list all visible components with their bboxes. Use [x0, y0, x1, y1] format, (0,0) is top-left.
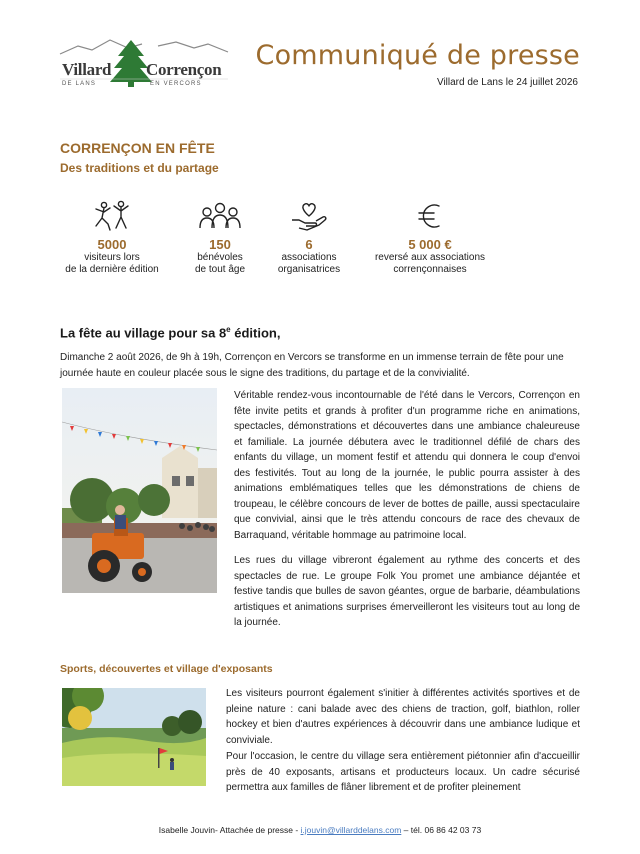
euro-icon — [410, 200, 450, 232]
stat-value: 150 — [209, 237, 231, 252]
stat-associations — [268, 200, 350, 276]
logo-word-left: Villard — [62, 60, 112, 79]
press-date-line: Villard de Lans le 24 juillet 2026 — [436, 77, 578, 88]
section-title-sports: Sports, découvertes et village d'exposants — [60, 663, 273, 675]
people-group-icon — [198, 200, 242, 232]
logo-word-right: Corrençon — [146, 60, 222, 79]
footer-phone: – tél. 06 86 42 03 73 — [401, 825, 482, 835]
photo-tractor-parade — [62, 388, 217, 593]
footer-email-link[interactable]: i.jouvin@villarddelans.com — [300, 825, 402, 835]
section-title-sup: e — [226, 325, 231, 334]
hand-heart-icon — [289, 200, 329, 232]
stat-label-line2: corrençonnaises — [393, 264, 467, 275]
logo-tag-left: DE LANS — [62, 81, 97, 87]
stat-label-line2: de la dernière édition — [65, 264, 159, 275]
stat-label-line1: reversé aux associations — [374, 252, 486, 263]
stat-value: 5000 — [97, 237, 127, 252]
paragraph-concerts: Les rues du village vibreront également au rythme des concerts et des spectacles de rue. Le groupe Folk You promet une ambiance déjantée et festive tandis que bulles de savon géantes, orgue de barbarie, déambulations artistiques et animations surprises émerveilleront les visiteurs tout au long de la journée. — [234, 555, 580, 628]
footer-contact-name: Isabelle Jouvin- Attachée de presse - — [158, 825, 301, 835]
stat-value: 6 — [305, 237, 313, 252]
logo-tag-right: EN VERCORS — [150, 81, 202, 87]
stat-label-line1: bénévoles — [197, 252, 243, 263]
stat-value: 5 000 € — [408, 237, 452, 252]
photo-golf-course — [62, 688, 206, 786]
paragraph-exposants: Pour l'occasion, le centre du village sera entièrement piétonnier afin d'accueillir près de 40 exposants, artisans et producteurs locaux. Un cadre sécurisé permettra aux familles de flâner librement et de profiter pleinement — [226, 751, 580, 793]
stat-label-line1: visiteurs lors — [84, 252, 140, 263]
dancers-icon — [92, 200, 132, 232]
event-title: CORRENÇON EN FÊTE — [60, 140, 215, 156]
paragraph-sports: Les visiteurs pourront également s'initier à différentes activités sportives et de pleine nature : cani balade avec des chiens de traction, golf, biathlon, roller hockey et bien d'autres expériences à découvrir dans une ambiance ludique et conviviale. — [226, 688, 580, 746]
section-title-text: La fête au village pour sa 8 — [60, 325, 227, 341]
logo — [58, 38, 230, 94]
paragraph-programme: Véritable rendez-vous incontournable de l'été dans le Vercors, Corrençon en fête invite petits et grands à profiter d'un programme riche en animations, spectacles, démonstrations et découvertes dans une ambiance chaleureuse et familiale. La journée débutera avec le traditionnel défilé de chars des enfants du village, un moment festif et attendu qui donnera le coup d'envoi des festivités. Tout au long de la journée, le public pourra assister à des animations emblématiques telles que les démonstrations de chiens de troupeau, le célèbre concours de lever de bottes de paille, aussi spectaculaire que convivial, ainsi que le très attendu concours de race des chevaux de Barraquand, véritable hommage au patrimoine local. — [234, 390, 580, 541]
section-title-fete — [60, 325, 280, 340]
stat-label-line1: associations — [281, 252, 337, 263]
stat-volunteers — [180, 200, 260, 276]
footer-contact — [0, 825, 640, 835]
event-subtitle: Des traditions et du partage — [60, 161, 219, 175]
stat-donation — [360, 200, 500, 276]
intro-paragraph: Dimanche 2 août 2026, de 9h à 19h, Corrençon en Vercors se transforme en un immense terrain de fête pour une journée haute en couleur placée sous le signe des traditions, du partage et de la convivialité. — [60, 352, 564, 379]
press-release-title: Communiqué de presse — [255, 40, 580, 71]
stat-label-line2: organisatrices — [277, 264, 341, 275]
stat-visitors — [60, 200, 164, 276]
section-title-end: édition, — [230, 325, 281, 341]
stat-label-line2: de tout âge — [194, 264, 246, 275]
